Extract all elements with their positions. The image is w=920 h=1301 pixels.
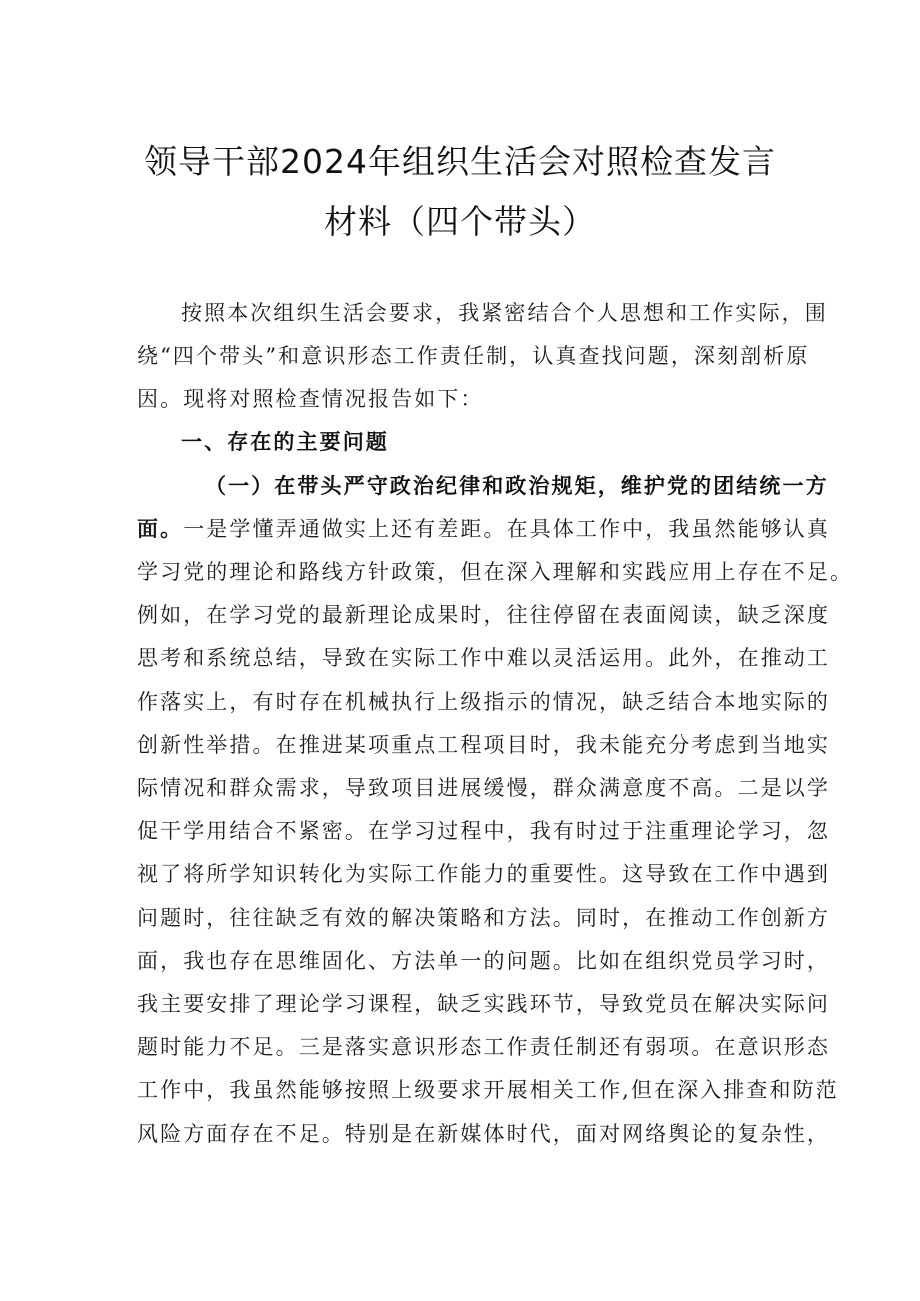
body-line: 例如，在学习党的最新理论成果时，往往停留在表面阅读，缺乏深度 [137,603,830,627]
subsection-heading-end: 面。 [137,516,184,541]
body-line: 学习党的理论和路线方针政策，但在深入理解和实践应用上存在不足。 [137,560,854,584]
body-line: 工作中，我虽然能够按照上级要求开展相关工作,但在深入排查和防范 [137,1078,839,1102]
body-line: 视了将所学知识转化为实际工作能力的重要性。这导致在工作中遇到 [137,862,830,886]
body-line [137,514,830,544]
body-text: 一是学懂弄通做实上还有差距。在具体工作中，我虽然能够认真 [183,517,831,541]
body-line: 面，我也存在思维固化、方法单一的问题。比如在组织党员学习时， [137,949,830,973]
body-line: 思考和系统总结，导致在实际工作中难以灵活运用。此外，在推动工 [137,646,830,670]
body-line: 问题时，往往缺乏有效的解决策略和方法。同时，在推动工作创新方 [137,906,830,930]
body-line: 际情况和群众需求，导致项目进展缓慢，群众满意度不高。二是以学 [137,776,830,800]
intro-line: 绕“四个带头”和意识形态工作责任制，认真查找问题，深刻剖析原 [137,344,810,368]
body-line: 题时能力不足。三是落实意识形态工作责任制还有弱项。在意识形态 [137,1035,830,1059]
document-title-line1: 领导干部2024年组织生活会对照检查发言 [144,142,776,181]
body-line: 促干学用结合不紧密。在学习过程中，我有时过于注重理论学习，忽 [137,819,830,843]
body-line: 作落实上，有时存在机械执行上级指示的情况，缺乏结合本地实际的 [137,690,830,714]
body-line: 风险方面存在不足。特别是在新媒体时代，面对网络舆论的复杂性， [137,1122,830,1146]
subsection-heading: （一）在带头严守政治纪律和政治规矩，维护党的团结统一方 [205,473,829,498]
body-line: 创新性举措。在推进某项重点工程项目时，我未能充分考虑到当地实 [137,733,830,757]
intro-line: 按照本次组织生活会要求，我紧密结合个人思想和工作实际，围 [181,301,828,325]
body-line: 我主要安排了理论学习课程，缺乏实践环节，导致党员在解决实际问 [137,992,830,1016]
section-heading: 一、存在的主要问题 [181,429,389,454]
document-title-line2: 材料（四个带头） [324,202,596,241]
intro-line: 因。现将对照检查情况报告如下： [137,387,484,411]
